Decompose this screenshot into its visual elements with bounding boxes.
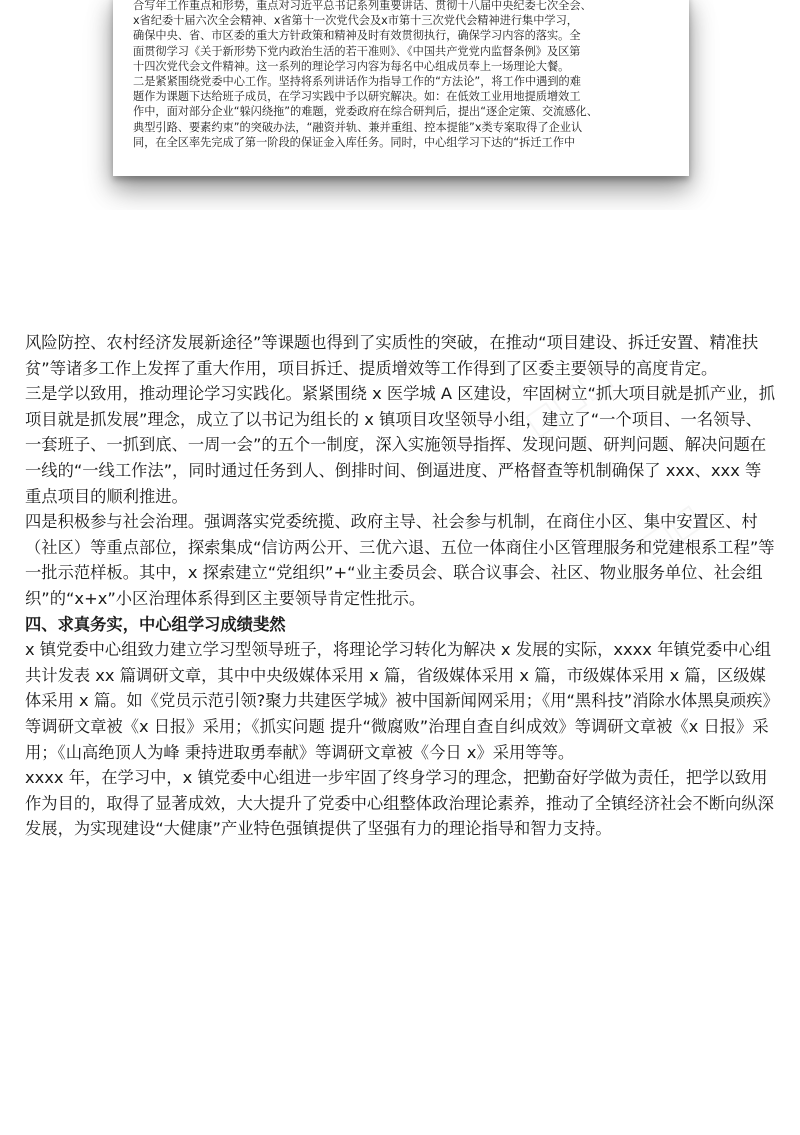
paragraph: xxxx 年，在学习中，x 镇党委中心组进一步牢固了终身学习的理念，把勤奋好学做为责任，把学以致用作为目的，取得了显著成效，大大提升了党委中心组整体政治理论素养，推动了全镇经济社会不断向纵深发展，为实现建设“大健康”产业特色强镇提供了坚强有力的理论指导和智力支持。 — [25, 768, 774, 839]
preview-line: 二是紧紧围绕党委中心工作。坚持将系列讲话作为指导工作的“方法论”，将工作中遇到的难 — [133, 75, 581, 89]
paragraph: 风险防控、农村经济发展新途径”等课题也得到了实质性的突破，在推动“项目建设、拆迁安置、精准扶贫”等诸多工作上发挥了重大作用，项目拆迁、提质增效等工作得到了区委主要领导的高度肯定。 — [25, 333, 759, 378]
section-heading: 四、求真务实，中心组学习成绩斐然 — [25, 614, 286, 634]
watermark: □□□ — [517, 355, 620, 445]
paragraph: 三是学以致用，推动理论学习实践化。紧紧围绕 x 医学城 A 区建设，牢固树立“抓大项目就是抓产业，抓项目就是抓发展”理念，成立了以书记为组长的 x 镇项目攻坚领导小组，建立了“一个项目、一名领导、一套班子、一抓到底、一周一会”的五个一制度，深入实施领导指挥、发现问题、研判问题、解决问题在一线的“一线工作法”，同时通过任务到人、倒排时间、倒逼进度、严格督查等机制确保了 xxx、xxx 等重点项目的顺利推进。 — [25, 384, 776, 506]
paragraph: x 镇党委中心组致力建立学习型领导班子，将理论学习转化为解决 x 发展的实际，xxxx 年镇党委中心组共计发表 xx 篇调研文章，其中中央级媒体采用 x 篇，省级媒体采用 x 篇，市级媒体采用 x 篇，区级媒体采用 x 篇。如《党员示范引领?聚力共建医学城》被中国新闻网采用；《用“黑科技”消除水体黑臭顽疾》等调研文章被《x 日报》采用；《抓实问题 提升“微腐败”治理自查自纠成效》等调研文章被《x 日报》采用；《山高绝顶人为峰 秉持进取勇奉献》等调研文章被《今日 x》采用等等。 — [25, 640, 772, 762]
preview-page-card — [113, 0, 689, 176]
document-preview — [0, 0, 800, 210]
preview-line: 典型引路、要素约束”的突破办法，“融资并轨、兼并重组、控本提能”x类专案取得了企业认 — [133, 120, 583, 134]
preview-line: 合写年工作重点和形势，重点对习近平总书记系列重要讲话、贯彻十八届中央纪委七次全会、 — [133, 0, 592, 12]
preview-line: 面贯彻学习《关于新形势下党内政治生活的若干准则》、《中国共产党党内监督条例》及区第 — [133, 44, 581, 58]
watermark: □□□ — [607, 495, 710, 585]
preview-line: 作中，面对部分企业“躲闪绕拖”的难题，党委政府在综合研判后，提出“逐企定策、交流感化、 — [133, 105, 598, 119]
preview-line: 同，在全区率先完成了第一阶段的保证金入库任务。同时，中心组学习下达的“拆迁工作中 — [133, 135, 576, 149]
preview-line: 题作为课题下达给班子成员，在学习实践中予以研究解决。如：在低效工业用地提质增效工 — [133, 90, 581, 104]
document-body — [25, 330, 777, 842]
preview-line: 确保中央、省、市区委的重大方针政策和精神及时有效贯彻执行，确保学习内容的落实。全 — [133, 29, 581, 43]
preview-line: 十四次党代会文件精神。这一系列的理论学习内容为每名中心组成员奉上一场理论大餐。 — [133, 59, 570, 73]
paragraph: 四是积极参与社会治理。强调落实党委统揽、政府主导、社会参与机制，在商住小区、集中安置区、村（社区）等重点部位，探索集成“信访两公开、三优六退、五位一体商住小区管理服务和党建根系工程”等一批示范样板。其中，x 探索建立“党组织”+“业主委员会、联合议事会、社区、物业服务单位、社会组织”的“x+x”小区治理体系得到区主要领导肯定性批示。 — [25, 512, 775, 608]
preview-line: x省纪委十届六次全会精神、x省第十一次党代会及x市第十三次党代会精神进行集中学习， — [133, 14, 578, 28]
preview-text-block — [133, 0, 669, 150]
